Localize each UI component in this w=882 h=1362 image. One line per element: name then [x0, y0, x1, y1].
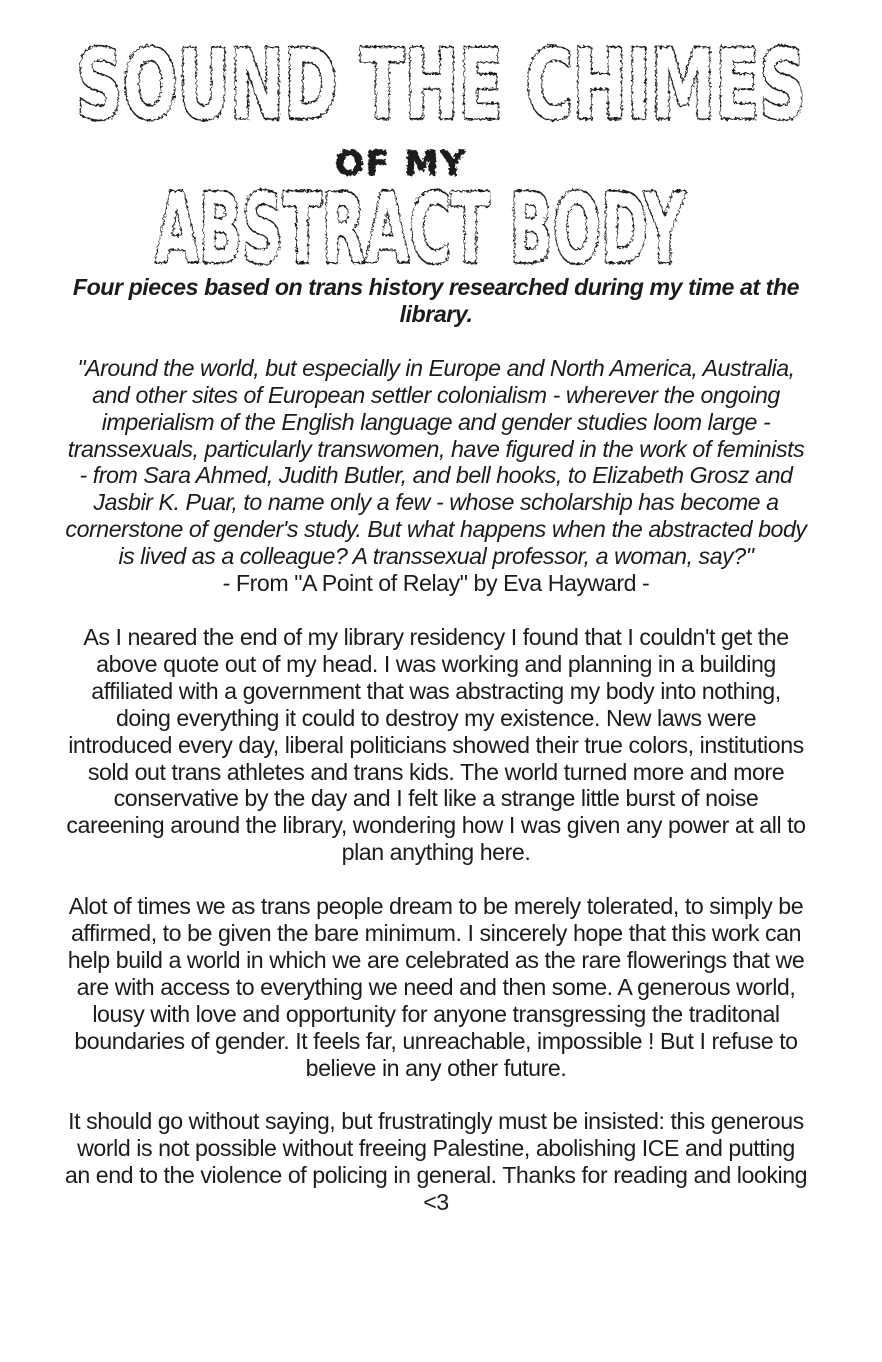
paragraph-tolerated: Alot of times we as trans people dream to be merely tolerated, to simply be affirmed, to be given the bare minimum. I sincerely hope that this work can help build a world in which we are celebrated as the rare flowerings that we are with access to everything we need and then some. A generous world, lousy with love and opportunity for anyone transgressing the traditonal boundaries of gender. It feels far, unreachable, impossible ! But I refuse to believe in any other future.	[67, 893, 805, 1081]
intro-text: Four pieces based on trans history researched during my time at the library.	[72, 274, 800, 327]
title-line-3: ABSTRACT BODY	[155, 173, 686, 280]
title-line-2: OF MY	[335, 144, 465, 184]
document-body	[62, 274, 810, 1216]
paragraph-residency: As I neared the end of my library residency I found that I couldn't get the above quote out of my head. I was working and planning in a building affiliated with a government that was abstracting my body into nothing, doing everything it could to destroy my existence. New laws were introduced every day, liberal politicians showed their true colors, institutions sold out trans athletes and trans kids. The world turned more and more conservative by the day and I felt like a strange little burst of noise careening around the library, wondering how I was given any power at all to plan anything here.	[66, 623, 806, 866]
quote-text: "Around the world, but especially in Europe and North America, Australia, and other sites of European settler colonialism - wherever the ongoing imperialism of the English language and gender studies loom large - transsexuals, particularly transwomen, have figured in the work of feminists - from Sara Ahmed, Judith Butler, and bell hooks, to Elizabeth Grosz and Jasbir K. Puar, to name only a few - whose scholarship has become a cornerstone of gender's study. But what happens when the abstracted body is lived as a colleague? A transsexual professor, a woman, say?"	[65, 354, 807, 570]
title-line-1: SOUND THE CHIMES	[76, 29, 806, 141]
hand-drawn-title	[0, 0, 882, 280]
paragraph-palestine: It should go without saying, but frustratingly must be insisted: this generous world is not possible without freeing Palestine, abolishing ICE and putting an end to the violence of policing in general. Thanks for reading and looking <3	[64, 1108, 808, 1216]
quote-attribution: - From "A Point of Relay" by Eva Hayward -	[222, 570, 650, 597]
